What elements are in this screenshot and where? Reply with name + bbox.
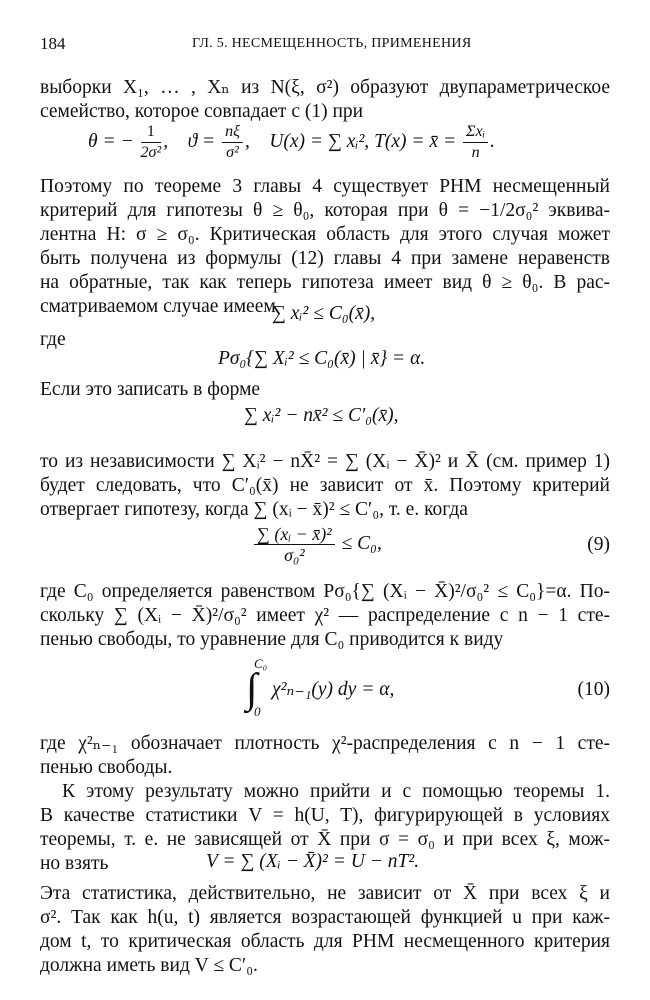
- fraction: [463, 122, 488, 163]
- text-line: К этому результату можно прийти и с помощью теоремы 1.: [62, 781, 610, 802]
- fraction: [141, 122, 162, 163]
- eq-rest: ≤ C₀,: [341, 533, 382, 554]
- text-line: выборки X₁, … , Xₙ из N(ξ, σ²) образуют двупараметрическое: [40, 77, 610, 98]
- integral-upper-limit: C₀: [254, 656, 268, 671]
- equation-9: [252, 520, 382, 568]
- fraction-numerator: Σxᵢ: [463, 122, 488, 143]
- text-line: где C₀ определяется равенством Pσ₀{∑ (Xᵢ − X̄)²/σ₀² ≤ C₀}=α. По-: [40, 581, 610, 602]
- integral-body: χ²ₙ₋₁(y) dy = α,: [272, 679, 395, 700]
- text-line: где: [40, 329, 66, 350]
- text-line: будет следовать, что C′₀(x̄) не зависит от x̄. Поэтому критерий: [40, 475, 610, 496]
- text-line: где χ²ₙ₋₁ обозначает плотность χ²-распределения с n − 1 сте-: [40, 733, 610, 754]
- text-line: на обратные, так как теперь гипотеза имеет вид θ ≥ θ₀. В рас-: [40, 272, 610, 293]
- text-line: семейство, которое совпадает с (1) при: [40, 101, 364, 122]
- text-line: должна иметь вид V ≤ C′₀.: [40, 955, 258, 976]
- integral-sign: ∫: [246, 666, 258, 712]
- fraction-denominator: n: [471, 144, 480, 162]
- text-line: пенью свободы.: [40, 757, 173, 778]
- equation-statistic: V = ∑ (Xᵢ − X̄)² = U − nT².: [206, 851, 420, 872]
- text-line: быть получена из формулы (12) главы 4 при замене неравенств: [40, 248, 610, 269]
- eq-vartheta: ϑ =: [187, 131, 216, 152]
- fraction-denominator: 2σ²: [140, 144, 162, 162]
- text-line: скольку ∑ (Xᵢ − X̄)²/σ₀² имеет χ² — распределение с n − 1 сте-: [40, 605, 610, 626]
- equation-probability: Pσ₀{∑ Xᵢ² ≤ C₀(x̄) | x̄} = α.: [218, 348, 426, 369]
- fraction-numerator: 1: [141, 122, 162, 143]
- page-header: [40, 34, 610, 56]
- eq-t: T(x) = x̄ =: [374, 131, 457, 152]
- text-line: лентна H: σ ≥ σ₀. Критическая область для этого случая может: [40, 224, 610, 245]
- text-line: отвергает гипотезу, когда ∑ (xᵢ − x̄)² ≤ C′₀, т. е. когда: [40, 499, 468, 520]
- equation-number: (10): [577, 679, 610, 700]
- text-line: теоремы, т. е. не зависящей от X̄ при σ = σ₀ и при всех ξ, мож-: [40, 829, 610, 850]
- fraction: [222, 122, 243, 163]
- text-line: пенью свободы, то уравнение для C₀ приводится к виду: [40, 629, 504, 650]
- fraction: [254, 524, 335, 565]
- eq-u: U(x) = ∑ xᵢ²,: [269, 131, 370, 152]
- text-line: Эта статистика, действительно, не зависит от X̄ при всех ξ и: [40, 883, 610, 904]
- equation-parameters: θ = − $\frac{1}{\text{2σ²}}$ , ϑ = $\frac{n\xi}{\text{σ²}}$ , U(x) = ∑ xᵢ², T(x) = x̄ = $\frac{\text{Σxᵢ}}{n}$ .: [88, 123, 496, 162]
- text-line: то из независимости ∑ Xᵢ² − nX̄² = ∑ (Xᵢ − X̄)² и X̄ (см. пример 1): [40, 451, 610, 472]
- text-line: σ². Так как h(u, t) является возрастающей функцией u при каж-: [40, 907, 610, 928]
- fraction-numerator: nξ: [222, 122, 243, 143]
- text-line: сматриваемом случае имеем: [40, 296, 276, 317]
- text-line: дом t, то критическая область для РНМ несмещенного критерия: [40, 931, 610, 952]
- page-number: 184: [40, 34, 66, 53]
- fraction-numerator: ∑ (xᵢ − x̄)²: [254, 524, 335, 545]
- text-line: Поэтому по теореме 3 главы 4 существует РНМ несмещенный: [40, 176, 610, 197]
- fraction-denominator: σ₀²: [284, 545, 305, 566]
- text-line: но взять: [40, 853, 109, 874]
- text-line: В качестве статистики V = h(U, T), фигурирующей в условиях: [40, 805, 610, 826]
- integral-lower-limit: 0: [254, 704, 261, 719]
- equation-form: ∑ xᵢ² − nx̄² ≤ C′₀(x̄),: [244, 405, 399, 426]
- running-title: ГЛ. 5. НЕСМЕЩЕННОСТЬ, ПРИМЕНЕНИЯ: [192, 36, 472, 51]
- text-line: Если это записать в форме: [40, 379, 261, 400]
- equation-number: (9): [587, 534, 610, 555]
- text-line: критерий для гипотезы θ ≥ θ₀, которая при θ = −1/2σ₀² эквива-: [40, 200, 610, 221]
- eq-theta: θ = −: [88, 131, 134, 152]
- fraction-denominator: σ²: [226, 144, 239, 162]
- equation-sum-inequality: ∑ xᵢ² ≤ C₀(x̄),: [272, 303, 376, 324]
